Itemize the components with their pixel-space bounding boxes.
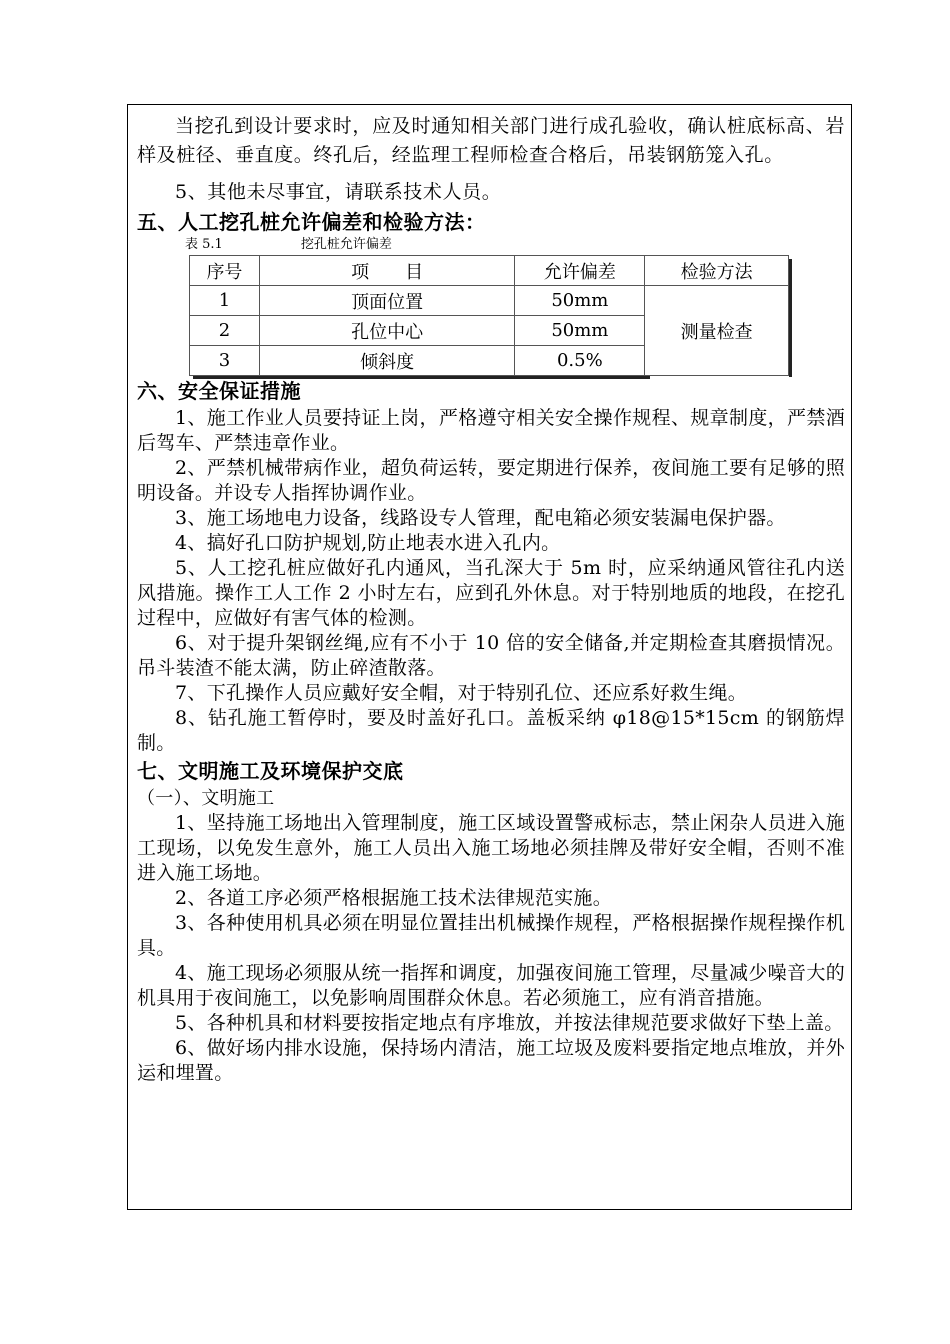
table-number: 表 5.1: [185, 237, 223, 252]
row-method: 测量检查: [645, 286, 789, 376]
safety-item-5: 5、人工挖孔桩应做好孔内通风，当孔深大于 5m 时，应采纳通风管往孔内送风措施。操作工人工作 2 小时左右，应到孔外休息。对于特别地质的地段，在挖孔过程中，应做好有害气体的检测。: [137, 557, 845, 629]
row-item: 孔位中心: [259, 316, 515, 346]
safety-item-8: 8、钻孔施工暂停时，要及时盖好孔口。盖板采纳 φ18@15*15cm 的钢筋焊制。: [137, 707, 845, 754]
safety-item-6: 6、对于提升架钢丝绳,应有不小于 10 倍的安全储备,并定期检查其磨损情况。吊斗装渣不能太满，防止碎渣散落。: [137, 632, 845, 679]
header-no: 序号: [190, 256, 260, 286]
header-item: 项 目: [259, 256, 515, 286]
section-5-title: 五、人工挖孔桩允许偏差和检验方法：: [137, 210, 486, 234]
civil-item-5: 5、各种机具和材料要按指定地点有序堆放，并按法律规范要求做好下垫上盖。: [175, 1012, 844, 1034]
row-no: 1: [190, 286, 260, 316]
header-tolerance: 允许偏差: [515, 256, 645, 286]
table-shadow-bottom: [193, 376, 650, 379]
document-body: [137, 112, 845, 1086]
intro-paragraph: 当挖孔到设计要求时，应及时通知相关部门进行成孔验收，确认桩底标高、岩样及桩径、垂直度。终孔后，经监理工程师检查合格后，吊装钢筋笼入孔。: [137, 115, 845, 166]
safety-item-4: 4、搞好孔口防护规划,防止地表水进入孔内。: [175, 532, 561, 554]
row-tolerance: 0.5%: [515, 346, 645, 376]
row-tolerance: 50mm: [515, 316, 645, 346]
civil-item-1: 1、坚持施工场地出入管理制度，施工区域设置警戒标志，禁止闲杂人员进入施工现场，以免发生意外，施工人员出入施工场地必须挂牌及带好安全帽，否则不准进入施工场地。: [137, 812, 845, 884]
civil-item-2: 2、各道工序必须严格根据施工技术法律规范实施。: [175, 887, 612, 909]
table-header-row: [190, 256, 789, 286]
intro-item-5: 5、其他未尽事宜，请联系技术人员。: [175, 181, 502, 203]
table-title: 挖孔桩允许偏差: [300, 237, 392, 252]
section-7-title: 七、文明施工及环境保护交底: [137, 759, 404, 783]
safety-item-7: 7、下孔操作人员应戴好安全帽，对于特别孔位、还应系好救生绳。: [175, 682, 748, 704]
deviation-table-wrapper: [189, 255, 789, 376]
row-no: 3: [190, 346, 260, 376]
section-7-subtitle: （一）、文明施工: [137, 788, 275, 809]
deviation-table: [189, 255, 789, 376]
safety-item-1: 1、施工作业人员要持证上岗，严格遵守相关安全操作规程、规章制度，严禁酒后驾车、严禁违章作业。: [137, 407, 845, 454]
row-no: 2: [190, 316, 260, 346]
safety-item-2: 2、严禁机械带病作业，超负荷运转，要定期进行保养，夜间施工要有足够的照明设备。并设专人指挥协调作业。: [137, 457, 845, 504]
row-tolerance: 50mm: [515, 286, 645, 316]
civil-item-6: 6、做好场内排水设施，保持场内清洁，施工垃圾及废料要指定地点堆放，并外运和埋置。: [137, 1037, 845, 1084]
section-6-title: 六、安全保证措施: [137, 379, 301, 403]
table-caption: [185, 237, 845, 253]
safety-item-3: 3、施工场地电力设备，线路设专人管理，配电箱必须安装漏电保护器。: [175, 507, 786, 529]
civil-item-4: 4、施工现场必须服从统一指挥和调度，加强夜间施工管理，尽量减少噪音大的机具用于夜间施工，以免影响周围群众休息。若必须施工，应有消音措施。: [137, 962, 845, 1009]
civil-item-3: 3、各种使用机具必须在明显位置挂出机械操作规程，严格根据操作规程操作机具。: [137, 912, 845, 959]
row-item: 顶面位置: [259, 286, 515, 316]
header-method: 检验方法: [645, 256, 789, 286]
table-shadow-right: [789, 259, 792, 377]
row-item: 倾斜度: [259, 346, 515, 376]
table-row: [190, 286, 789, 316]
